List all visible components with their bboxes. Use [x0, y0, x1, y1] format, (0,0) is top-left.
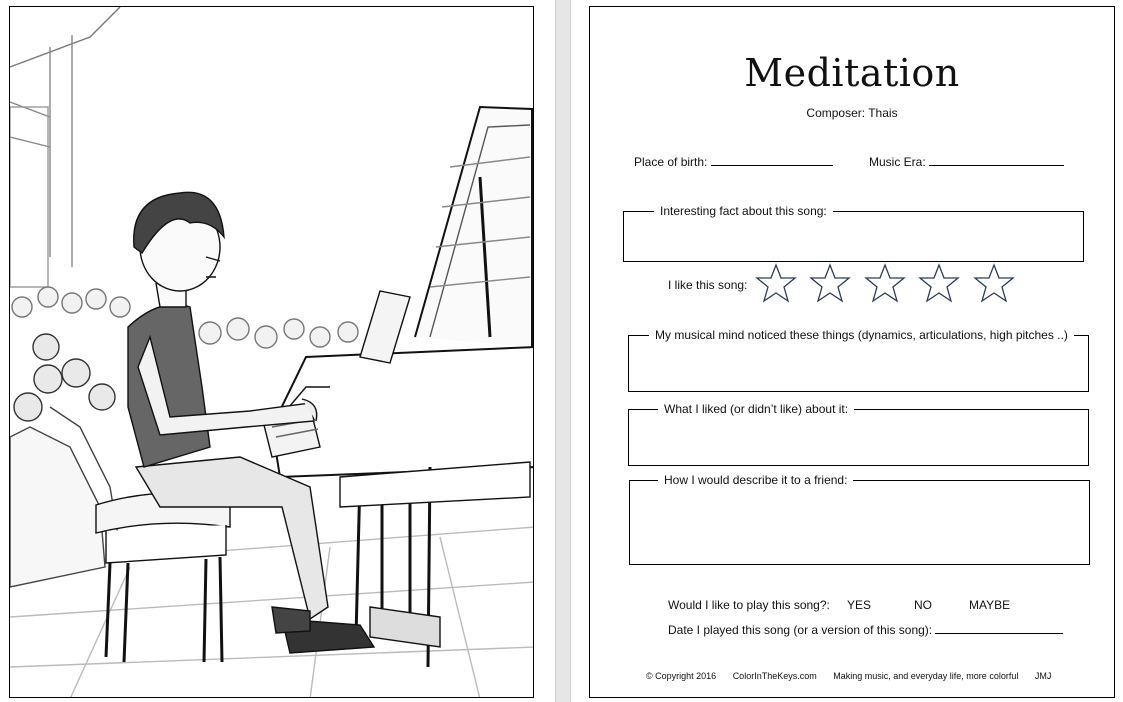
music-era-blank[interactable]: [929, 155, 1064, 166]
boy-playing-piano-illustration: [10, 7, 534, 698]
describe-box[interactable]: [629, 473, 1090, 565]
option-maybe[interactable]: MAYBE: [969, 598, 1011, 612]
music-worksheet-page: [589, 6, 1115, 698]
page-gutter: [555, 0, 571, 702]
option-yes[interactable]: YES: [847, 598, 872, 612]
place-of-birth-field: [634, 155, 833, 169]
date-played-blank[interactable]: [935, 623, 1063, 634]
like-song-label: I like this song:: [668, 278, 748, 292]
describe-label: How I would describe it to a friend:: [658, 473, 853, 487]
music-era-field: [869, 155, 1064, 169]
musical-mind-label: My musical mind noticed these things (dynamics, articulations, high pitches ..): [649, 328, 1074, 342]
star-icon-1[interactable]: [754, 263, 798, 303]
coloring-page-illustration: [9, 6, 534, 698]
footer-copyright: © Copyright 2016: [646, 671, 717, 681]
date-played-label: Date I played this song (or a version of this song):: [668, 623, 933, 637]
star-icon-5[interactable]: [972, 263, 1016, 303]
music-era-label: Music Era:: [869, 155, 926, 169]
place-of-birth-blank[interactable]: [711, 155, 833, 166]
date-played-field: [668, 623, 1063, 637]
play-question-label: Would I like to play this song?:: [668, 598, 830, 612]
option-no[interactable]: NO: [914, 598, 932, 612]
composer-line: Composer: Thais: [806, 106, 898, 120]
footer-site: ColorInTheKeys.com: [732, 671, 817, 681]
musical-mind-box[interactable]: [628, 328, 1089, 392]
interesting-fact-label: Interesting fact about this song:: [654, 204, 833, 218]
star-icon-2[interactable]: [808, 263, 852, 303]
place-of-birth-label: Place of birth:: [634, 155, 708, 169]
worksheet-title: Meditation: [744, 51, 960, 95]
star-rating: [754, 263, 1022, 308]
footer: [646, 671, 1065, 681]
star-icon-3[interactable]: [863, 263, 907, 303]
footer-tagline: Making music, and everyday life, more colorful: [833, 671, 1019, 681]
star-icon-4[interactable]: [917, 263, 961, 303]
footer-initials: JMJ: [1034, 671, 1052, 681]
liked-box[interactable]: [628, 402, 1089, 466]
interesting-fact-box[interactable]: [623, 204, 1084, 262]
liked-label: What I liked (or didn’t like) about it:: [658, 402, 854, 416]
